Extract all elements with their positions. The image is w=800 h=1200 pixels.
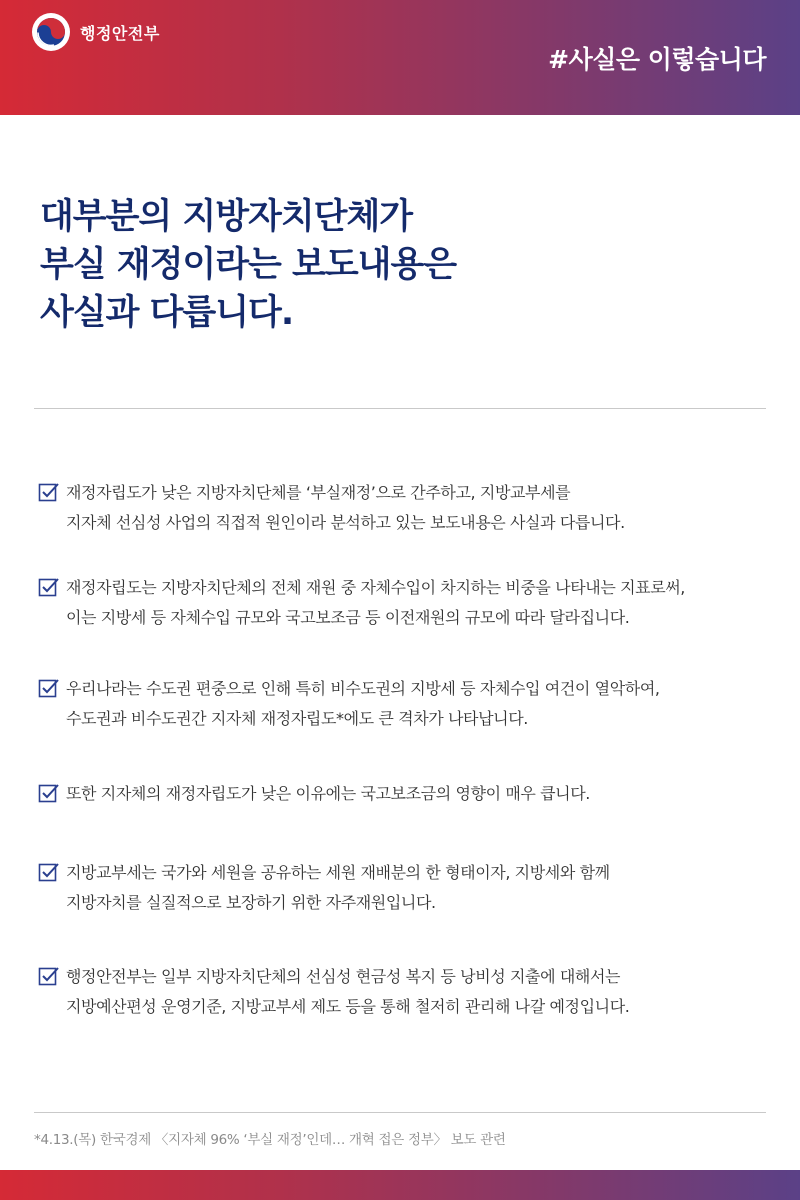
- fact-point: [38, 858, 778, 918]
- fact-point-line: 수도권과 비수도권간 지자체 재정자립도*에도 큰 격차가 나타납니다.: [66, 709, 528, 728]
- checkbox-icon: [38, 481, 60, 503]
- fact-point-line: 우리나라는 수도권 편중으로 인해 특히 비수도권의 지방세 등 자체수입 여건이 열악하여,: [66, 679, 660, 698]
- checkbox-icon: [38, 965, 60, 987]
- fact-point-line: 재정자립도가 낮은 지방자치단체를 ‘부실재정’으로 간주하고, 지방교부세를: [66, 483, 571, 502]
- footnote: *4.13.(목) 한국경제 〈지자체 96% ‘부실 재정’인데… 개혁 접은 정부〉 보도 관련: [34, 1132, 506, 1148]
- fact-check-tagline: #사실은 이렇습니다: [548, 45, 766, 74]
- fact-point-line: 지방자치를 실질적으로 보장하기 위한 자주재원입니다.: [66, 893, 436, 912]
- headline: [40, 193, 456, 337]
- fact-point: [38, 573, 778, 633]
- fact-point: [38, 779, 778, 809]
- fact-point-line: 지방교부세는 국가와 세원을 공유하는 세원 재배분의 한 형태이자, 지방세와 함께: [66, 863, 610, 882]
- headline-line: 부실 재정이라는 보도내용은: [40, 245, 457, 285]
- checkbox-icon: [38, 576, 60, 598]
- checkbox-icon: [38, 861, 60, 883]
- fact-point-line: 지자체 선심성 사업의 직접적 원인이라 분석하고 있는 보도내용은 사실과 다릅니다.: [66, 513, 625, 532]
- headline-line: 대부분의 지방자치단체가: [40, 197, 413, 237]
- ministry-logo: [32, 13, 160, 51]
- fact-point-line: 재정자립도는 지방자치단체의 전체 재원 중 자체수입이 차지하는 비중을 나타내는 지표로써,: [66, 578, 685, 597]
- taegeuk-icon: [32, 13, 70, 51]
- header-banner: [0, 0, 800, 115]
- fact-point: [38, 478, 778, 538]
- checkbox-icon: [38, 782, 60, 804]
- checkbox-icon: [38, 677, 60, 699]
- footnote-divider: [34, 1112, 766, 1113]
- divider: [34, 408, 766, 409]
- footer-bar: [0, 1170, 800, 1200]
- fact-point-line: 이는 지방세 등 자체수입 규모와 국고보조금 등 이전재원의 규모에 따라 달라집니다.: [66, 608, 630, 627]
- fact-point-line: 지방예산편성 운영기준, 지방교부세 제도 등을 통해 철저히 관리해 나갈 예정입니다.: [66, 997, 630, 1016]
- headline-line: 사실과 다릅니다.: [40, 293, 294, 333]
- ministry-name: 행정안전부: [80, 23, 160, 43]
- fact-point: [38, 962, 778, 1022]
- fact-point-line: 또한 지자체의 재정자립도가 낮은 이유에는 국고보조금의 영향이 매우 큽니다.: [66, 784, 590, 803]
- fact-point: [38, 674, 778, 734]
- fact-point-line: 행정안전부는 일부 지방자치단체의 선심성 현금성 복지 등 낭비성 지출에 대해서는: [66, 967, 621, 986]
